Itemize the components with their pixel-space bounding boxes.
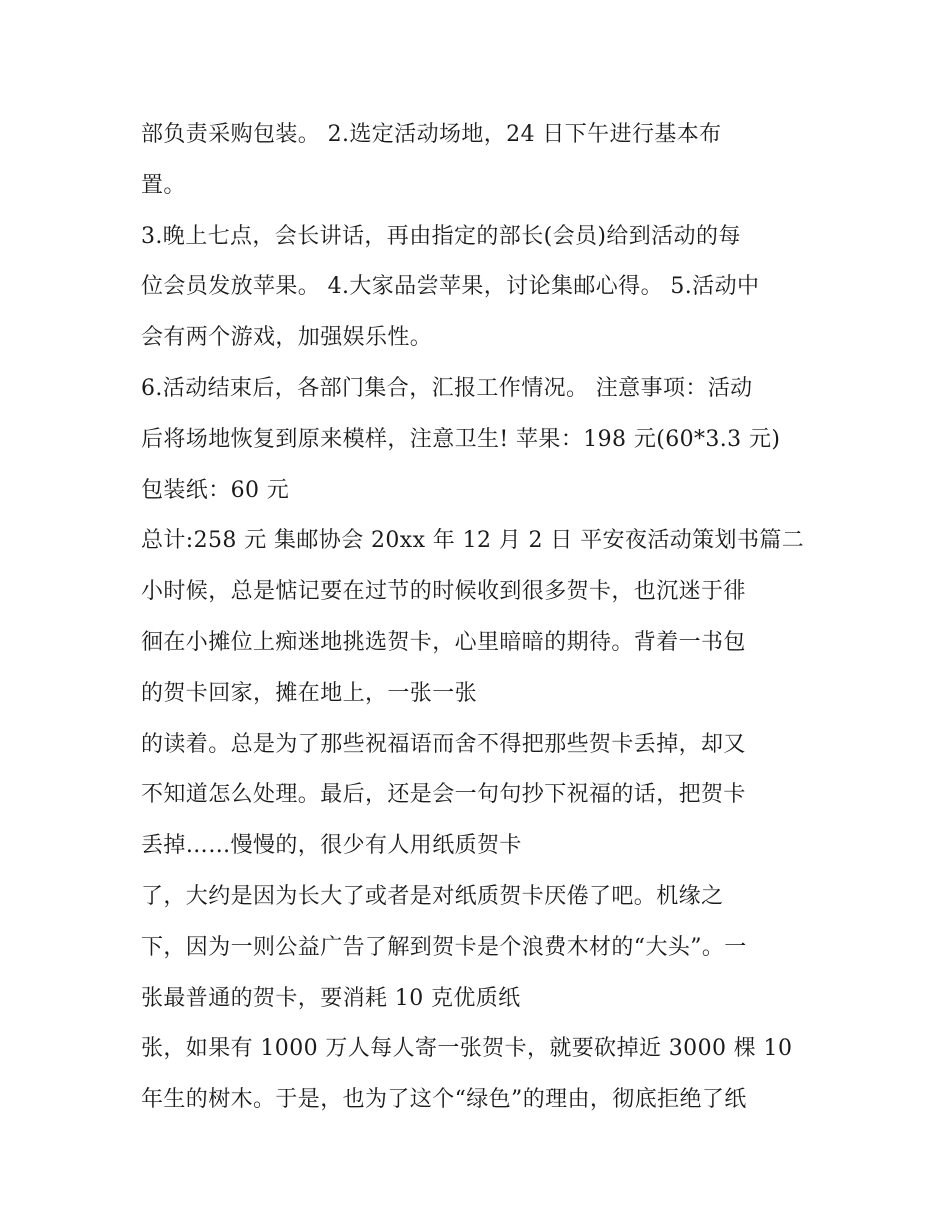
text-line-16: 了，大约是因为长大了或者是对纸质贺卡厌倦了吧。机缘之 <box>141 883 724 909</box>
text-line-9: 总计:258 元 集邮协会 20xx 年 12 月 2 日 平安夜活动策划书篇二 <box>141 528 805 554</box>
text-line-15: 丢掉……慢慢的，很少有人用纸质贺卡 <box>141 833 522 859</box>
text-line-12: 的贺卡回家，摊在地上，一张一张 <box>141 680 478 706</box>
text-line-14: 不知道怎么处理。最后，还是会一句句抄下祝福的话，把贺卡 <box>141 782 746 808</box>
text-line-1: 部负责采购包装。 2.选定活动场地，24 日下午进行基本布 <box>141 122 722 147</box>
text-line-13: 的读着。总是为了那些祝福语而舍不得把那些贺卡丢掉，却又 <box>141 731 746 757</box>
text-line-5: 会有两个游戏，加强娱乐性。 <box>141 325 433 351</box>
text-line-4: 位会员发放苹果。 4.大家品尝苹果，讨论集邮心得。 5.活动中 <box>141 274 760 300</box>
text-line-11: 徊在小摊位上痴迷地挑选贺卡，心里暗暗的期待。背着一书包 <box>141 629 746 655</box>
text-line-19: 张，如果有 1000 万人每人寄一张贺卡，就要砍掉近 3000 棵 10 <box>141 1036 793 1062</box>
text-line-3: 3.晚上七点，会长讲话，再由指定的部长(会员)给到活动的每 <box>141 223 741 249</box>
text-line-8: 包装纸：60 元 <box>141 477 290 503</box>
text-line-6: 6.活动结束后，各部门集合，汇报工作情况。 注意事项：活动 <box>141 375 753 401</box>
text-line-20: 年生的树木。于是，也为了这个“绿色”的理由，彻底拒绝了纸 <box>141 1087 747 1113</box>
text-line-7: 后将场地恢复到原来模样，注意卫生! 苹果：198 元(60*3.3 元) <box>141 426 781 452</box>
document-body <box>141 110 821 1126</box>
text-line-10: 小时候，总是惦记要在过节的时候收到很多贺卡，也沉迷于徘 <box>141 579 746 605</box>
text-line-18: 张最普通的贺卡，要消耗 10 克优质纸 <box>141 985 521 1011</box>
text-line-2: 置。 <box>141 172 186 198</box>
text-line-17: 下，因为一则公益广告了解到贺卡是个浪费木材的“大头”。一 <box>141 934 747 960</box>
